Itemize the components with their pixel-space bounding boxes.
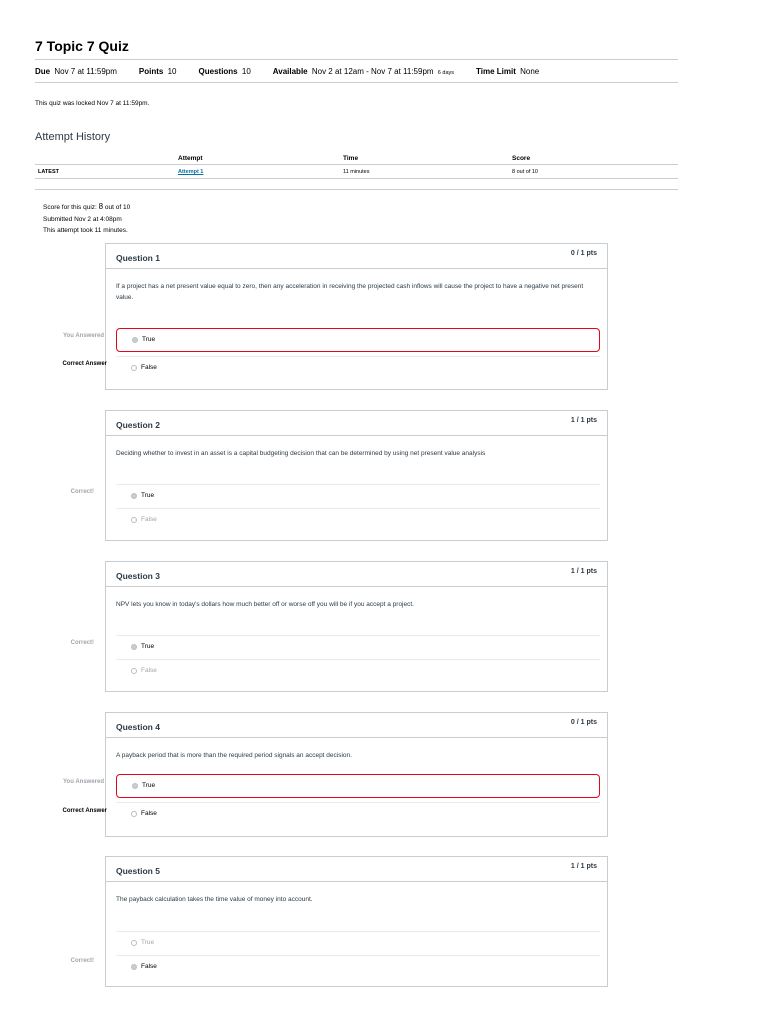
attempt-history-title: Attempt History [35,131,111,143]
question-header [106,857,607,882]
question-text: If a project has a net present value equal to zero, then any acceleration in receiving the projected cash inflows will cause the project to have a negative net present value. [116,283,584,301]
available-label: Available [272,66,308,76]
attempt-history-row [35,166,678,179]
radio-selected-icon[interactable] [132,783,138,789]
answer-label: True [141,643,155,650]
question-header [106,562,607,587]
radio-selected-icon[interactable] [132,337,138,343]
radio-icon[interactable] [131,940,137,946]
question-header [106,411,607,436]
correct-label: Correct! [70,958,94,964]
question-title: Question 1 [116,253,160,263]
time-limit-value: None [520,66,540,76]
due-info [35,67,117,76]
question-title: Question 4 [116,722,160,732]
quiz-meta-bar [35,59,678,83]
question-text: NPV lets you know in today's dollars how much better off or worse off you will be if you accept a project. [116,601,414,608]
radio-selected-icon[interactable] [131,493,137,499]
radio-icon[interactable] [131,517,137,523]
question-5 [105,856,608,987]
answer-false[interactable] [116,659,600,683]
correct-answer-label: Correct Answer [62,361,107,367]
answer-label: True [141,492,155,499]
answer-true[interactable] [116,484,600,508]
time-limit-info [476,67,539,76]
latest-label: LATEST [38,169,59,175]
quiz-title: 7 Topic 7 Quiz [35,38,129,54]
question-2 [105,410,608,541]
available-days: 6 days [437,69,455,76]
answer-true[interactable] [116,635,600,659]
answer-true[interactable] [116,774,600,798]
answer-label: True [142,336,156,343]
radio-icon[interactable] [131,811,137,817]
radio-selected-icon[interactable] [131,644,137,650]
available-info [273,67,454,76]
submitted-text: Submitted Nov 2 at 4:08pm [43,215,122,223]
radio-selected-icon[interactable] [131,964,137,970]
header-attempt: Attempt [178,155,203,162]
question-text: The payback calculation takes the time value of money into account. [116,896,313,903]
time-limit-label: Time Limit [476,66,516,76]
due-label: Due [35,66,51,76]
question-points: 1 / 1 pts [570,568,597,575]
due-value: Nov 7 at 11:59pm [54,66,117,76]
question-points: 1 / 1 pts [570,417,597,424]
attempt-time: 11 minutes [343,169,370,175]
score-prefix: Score for this quiz: [43,204,97,211]
question-text: Deciding whether to invest in an asset is a capital budgeting decision that can be determined by using net present value analysis [116,450,486,457]
divider [35,189,678,190]
answer-label: False [141,810,157,817]
question-4 [105,712,608,837]
score-line [43,201,130,214]
score-value: 8 [98,202,104,211]
points-value: 10 [167,66,177,76]
score-suffix: out of 10 [104,204,131,211]
question-points: 1 / 1 pts [570,863,597,870]
answer-true[interactable] [116,328,600,352]
answer-false[interactable] [116,955,600,979]
you-answered-label: You Answered [62,779,104,785]
answer-label: False [141,963,157,970]
question-header [106,244,607,269]
available-value: Nov 2 at 12am - Nov 7 at 11:59pm [311,66,434,76]
locked-message: This quiz was locked Nov 7 at 11:59pm. [35,100,150,107]
question-title: Question 2 [116,420,160,430]
radio-icon[interactable] [131,668,137,674]
answer-false[interactable] [116,356,600,380]
correct-answer-label: Correct Answer [62,808,107,814]
answer-label: True [142,782,156,789]
answer-false[interactable] [116,802,600,826]
questions-label: Questions [198,66,238,76]
question-header [106,713,607,738]
header-time: Time [343,155,359,162]
question-points: 0 / 1 pts [570,250,597,257]
correct-label: Correct! [70,640,94,646]
points-label: Points [138,66,164,76]
question-3 [105,561,608,692]
question-title: Question 3 [116,571,160,581]
correct-label: Correct! [70,489,94,495]
answer-label: False [141,516,157,523]
points-info [139,67,177,76]
attempt-score: 8 out of 10 [512,169,538,175]
answer-true[interactable] [116,931,600,955]
header-score: Score [512,155,531,162]
questions-info [199,67,251,76]
answer-false[interactable] [116,508,600,532]
question-1 [105,243,608,390]
attempt-link[interactable]: Attempt 1 [178,169,204,175]
question-points: 0 / 1 pts [570,719,597,726]
indicator-line [105,343,106,355]
answer-label: False [141,667,157,674]
question-text: A payback period that is more than the required period signals an accept decision. [116,752,352,759]
answer-label: False [141,364,157,371]
answer-label: True [141,939,155,946]
radio-icon[interactable] [131,365,137,371]
attempt-history-header [35,152,678,165]
you-answered-label: You Answered [62,333,104,339]
duration-text: This attempt took 11 minutes. [43,227,128,234]
questions-value: 10 [241,66,251,76]
question-title: Question 5 [116,866,160,876]
indicator-line [105,789,106,801]
score-summary [43,201,130,237]
